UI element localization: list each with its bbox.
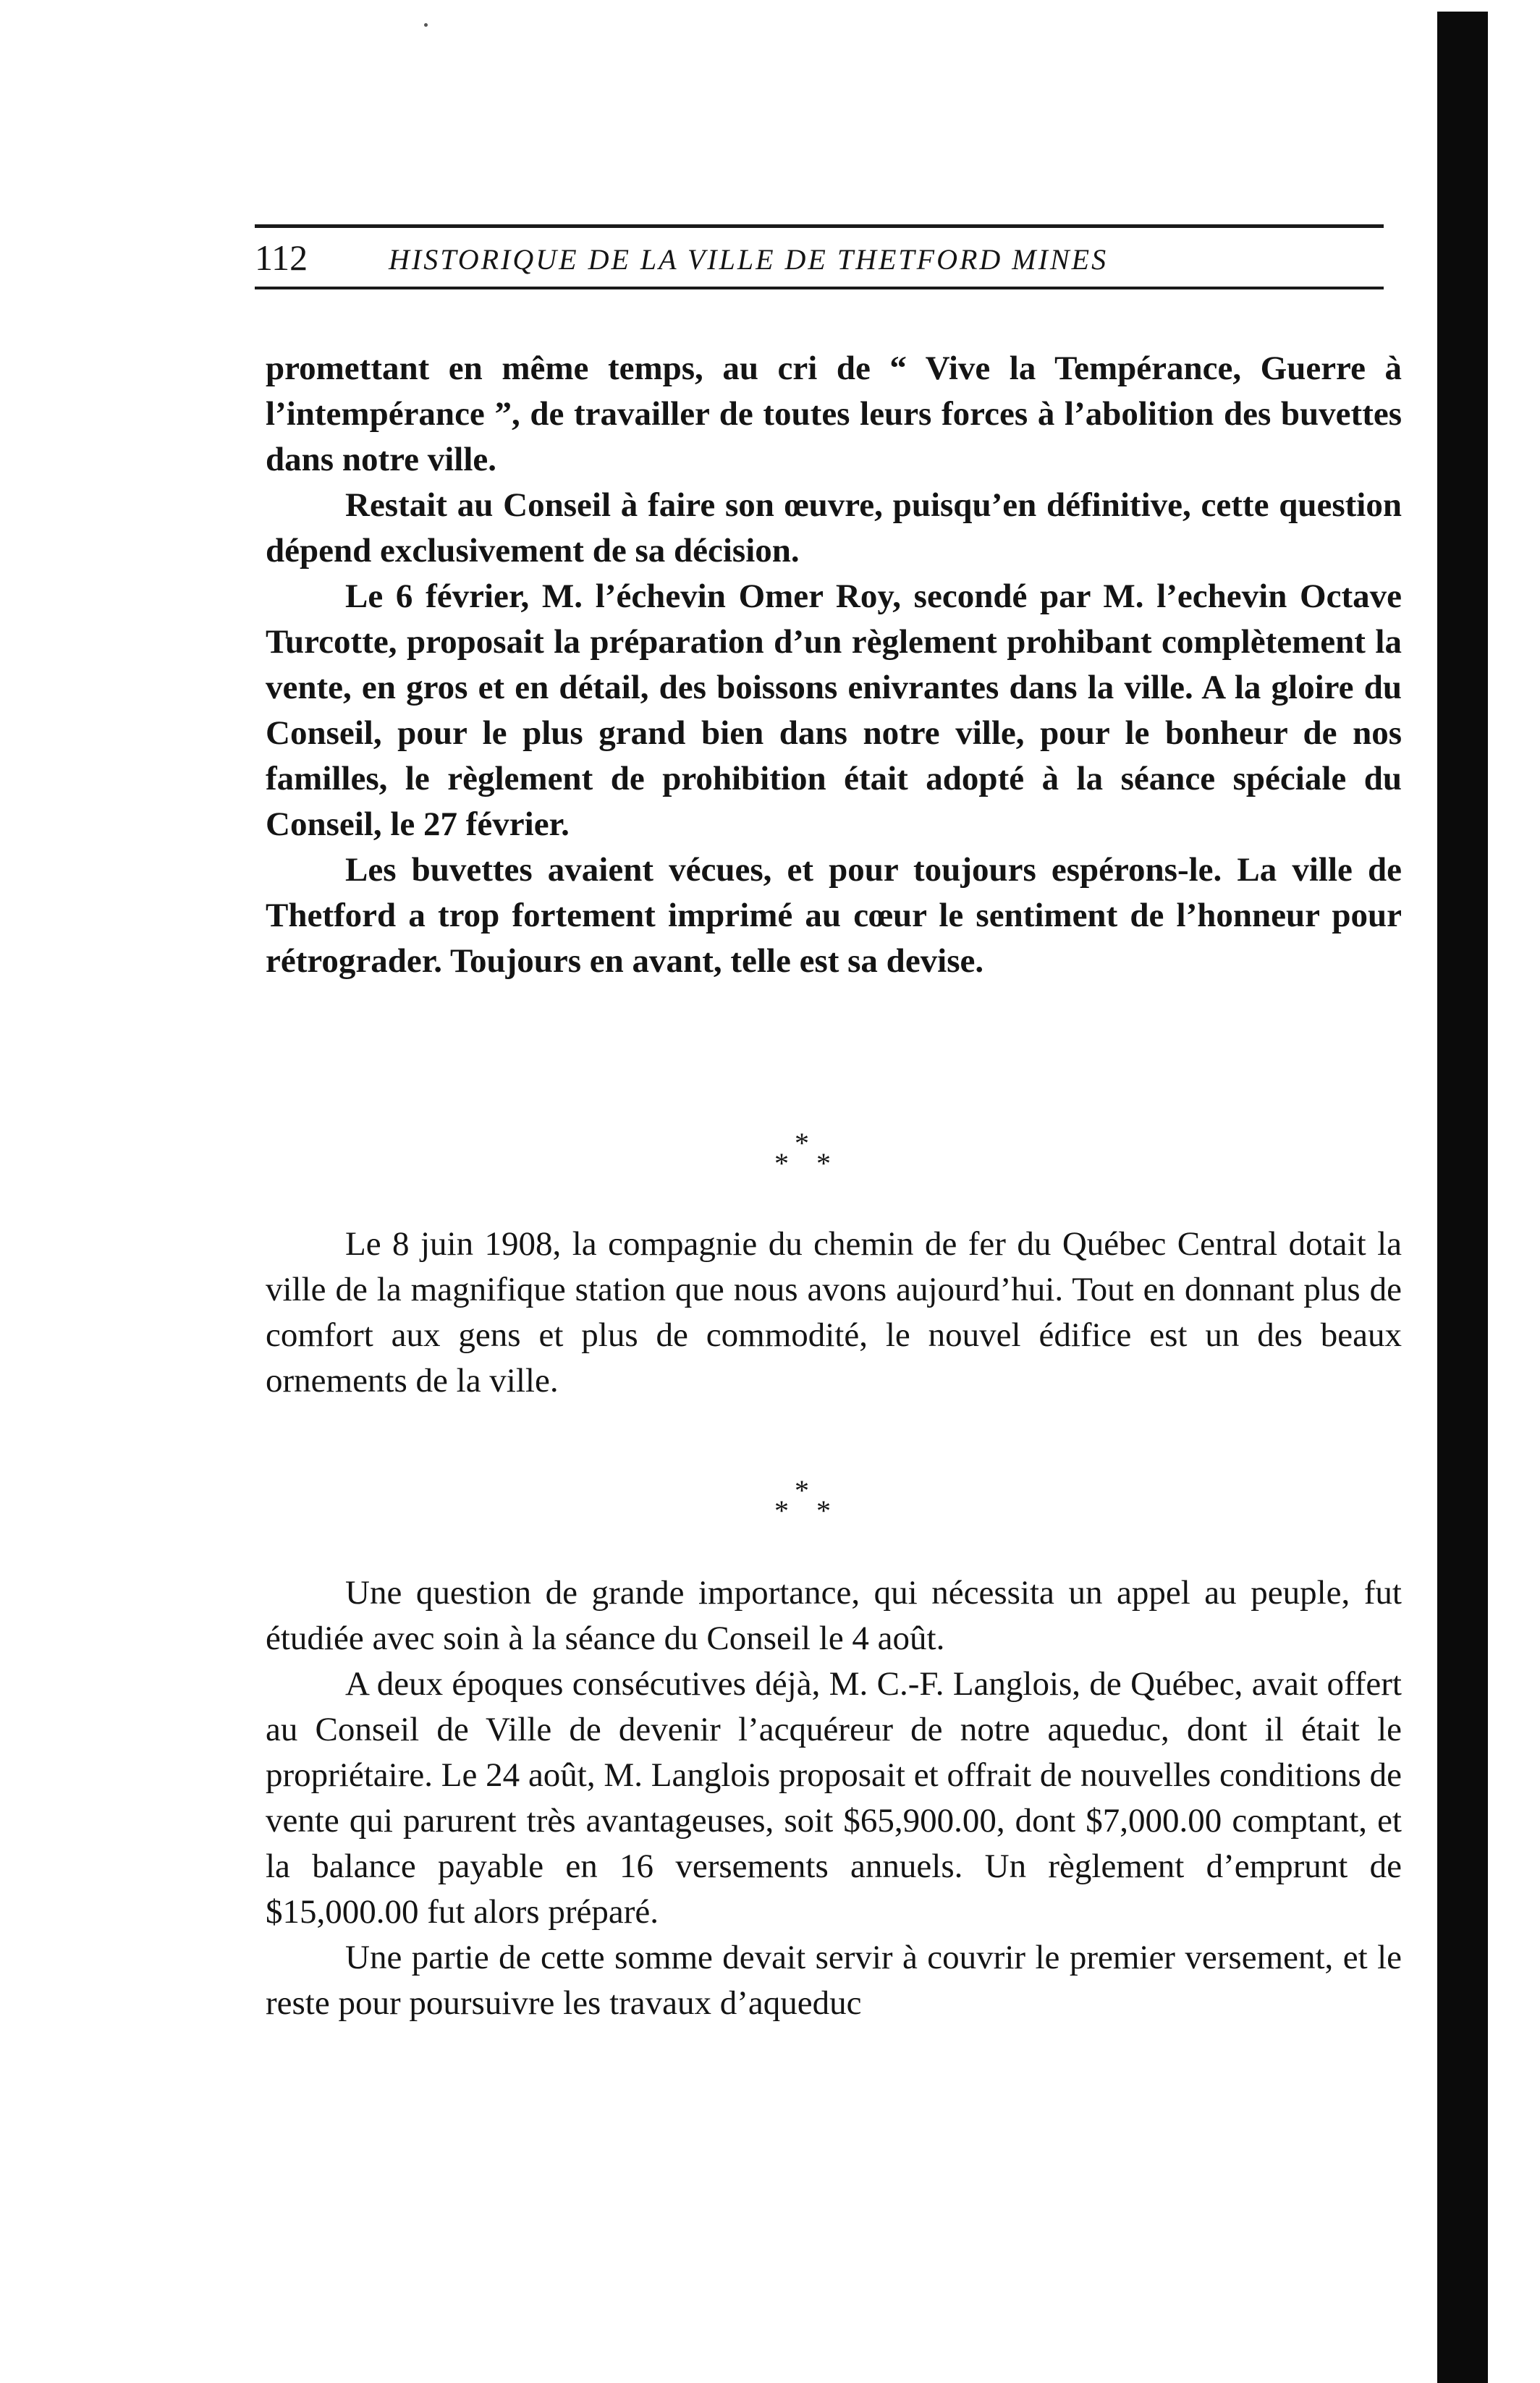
header-rule-bottom bbox=[255, 287, 1384, 289]
section-separator bbox=[753, 1129, 868, 1194]
asterisk: * bbox=[795, 1474, 809, 1507]
running-title: HISTORIQUE DE LA VILLE DE THETFORD MINES bbox=[389, 243, 1109, 276]
paragraph: Les buvettes avaient vécues, et pour toujours espérons-le. La ville de Thetford a trop fortement imprimé au cœur le sentiment de l’honneur pour rétrograder. Toujours en avant, telle est sa devise. bbox=[266, 851, 1402, 980]
paragraph: Le 6 février, M. l’échevin Omer Roy, secondé par M. l’echevin Octave Turcotte, proposait la préparation d’un règlement prohibant complètement la vente, en gros et en détail, des boissons enivrantes dans la ville. A la gloire du Conseil, pour le plus grand bien dans notre ville, pour le bonheur de nos familles, le règlement de prohibition était adopté à la séance spéciale du Conseil, le 27 février. bbox=[266, 577, 1402, 843]
paragraph: promettant en même temps, au cri de “ Vive la Tempérance, Guerre à l’intempérance ”, de travailler de toutes leurs forces à l’abolition des buvettes dans notre ville. bbox=[266, 350, 1402, 478]
asterisk: * bbox=[795, 1127, 809, 1159]
scan-edge-shadow bbox=[1437, 12, 1488, 2383]
paragraph: A deux époques consécutives déjà, M. C.-F. Langlois, de Québec, avait offert au Conseil de Ville de devenir l’acquéreur de notre aqueduc, dont il était le propriétaire. Le 24 août, M. Langlois proposait et offrait de nouvelles conditions de vente qui parurent très avantageuses, soit $65,900.00, dont $7,000.00 comptant, et la balance payable en 16 versements annuels. Un règlement d’emprunt de $15,000.00 fut alors préparé. bbox=[266, 1665, 1402, 1931]
paragraph: Restait au Conseil à faire son œuvre, puisqu’en définitive, cette question dépend exclusivement de sa décision. bbox=[266, 486, 1402, 570]
asterisk: * bbox=[774, 1494, 789, 1527]
asterisk: * bbox=[816, 1147, 831, 1180]
running-header bbox=[255, 230, 1384, 288]
paragraph: Une partie de cette somme devait servir à couvrir le premier versement, et le reste pour poursuivre les travaux d’aqueduc bbox=[266, 1939, 1402, 2022]
paragraph: Le 8 juin 1908, la compagnie du chemin de fer du Québec Central dotait la ville de la magnifique station que nous avons aujourd’hui. Tout en donnant plus de comfort aux gens et plus de commodité, le nouvel édifice est un des beaux ornements de la ville. bbox=[266, 1225, 1402, 1400]
section-separator bbox=[753, 1476, 868, 1541]
section-temperance bbox=[266, 346, 1402, 984]
page-number: 112 bbox=[255, 237, 308, 278]
header-rule-top bbox=[255, 224, 1384, 228]
section-station bbox=[266, 1222, 1402, 1404]
section-aqueduct bbox=[266, 1570, 1402, 2026]
asterisk: * bbox=[774, 1147, 789, 1180]
paragraph: Une question de grande importance, qui nécessita un appel au peuple, fut étudiée avec soin à la séance du Conseil le 4 août. bbox=[266, 1574, 1402, 1657]
asterisk: * bbox=[816, 1494, 831, 1527]
scan-speck bbox=[424, 23, 428, 27]
